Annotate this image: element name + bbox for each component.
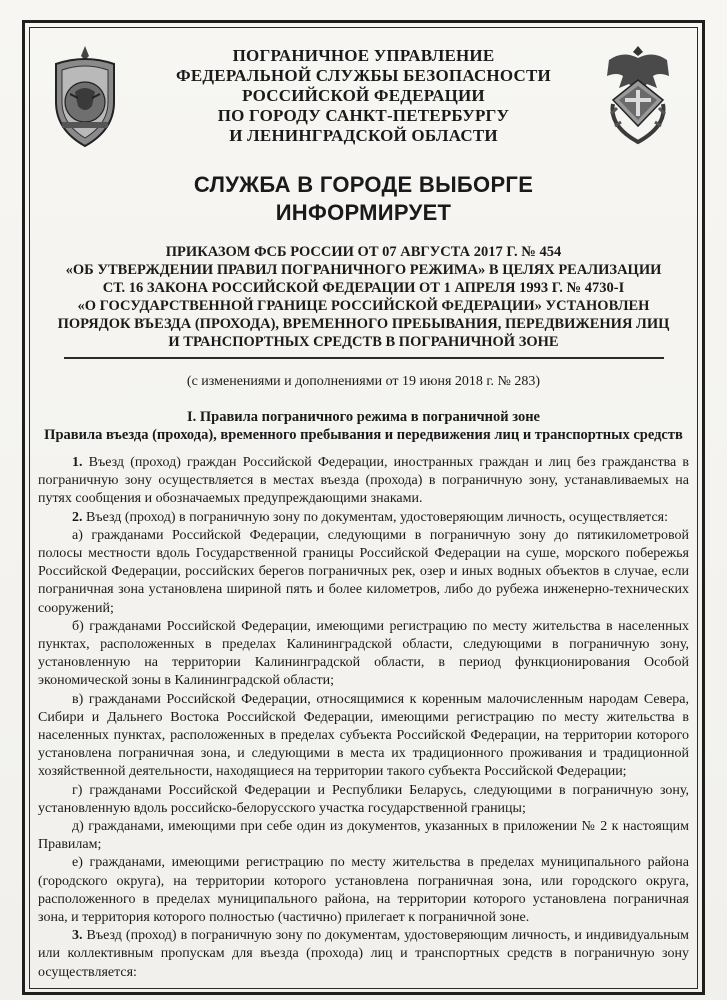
agency-line: РОССИЙСКОЙ ФЕДЕРАЦИИ bbox=[242, 86, 485, 105]
section-heading bbox=[38, 408, 689, 444]
agency-line: ФЕДЕРАЛЬНОЙ СЛУЖБЫ БЕЗОПАСНОСТИ bbox=[176, 66, 551, 85]
agency-line: ПОГРАНИЧНОЕ УПРАВЛЕНИЕ bbox=[232, 46, 495, 65]
agency-line: И ЛЕНИНГРАДСКОЙ ОБЛАСТИ bbox=[229, 126, 498, 145]
paragraph bbox=[38, 454, 689, 509]
divider bbox=[64, 357, 664, 359]
list-item: д) гражданами, имеющими при себе один из документов, указанных в приложении № 2 к настоящим Правилам; bbox=[38, 819, 689, 853]
paragraph-number: 3. bbox=[72, 928, 83, 944]
order-line: «ОБ УТВЕРЖДЕНИИ ПРАВИЛ ПОГРАНИЧНОГО РЕЖИМА» В ЦЕЛЯХ РЕАЛИЗАЦИИ bbox=[65, 262, 662, 278]
amendment-note: (с изменениями и дополнениями от 19 июня 2018 г. № 283) bbox=[186, 374, 541, 389]
header bbox=[38, 38, 689, 163]
paragraph-number: 2. bbox=[72, 509, 83, 525]
service-title bbox=[38, 171, 689, 227]
order-line: «О ГОСУДАРСТВЕННОЙ ГРАНИЦЕ РОССИЙСКОЙ ФЕДЕРАЦИИ» УСТАНОВЛЕН bbox=[77, 298, 650, 314]
section-subtitle: Правила въезда (прохода), временного пребывания и передвижения лиц и транспортных средств bbox=[44, 427, 683, 443]
service-title-line: СЛУЖБА В ГОРОДЕ ВЫБОРГЕ bbox=[193, 172, 534, 197]
paragraph-number: 1. bbox=[72, 455, 83, 470]
order-line: СТ. 16 ЗАКОНА РОССИЙСКОЙ ФЕДЕРАЦИИ ОТ 1 АПРЕЛЯ 1993 Г. № 4730-I bbox=[102, 280, 625, 296]
list-item: б) гражданами Российской Федерации, имеющими регистрацию по месту жительства в населенных пунктах, расположенных в пределах Калининградской области, следующими в пограничную зону, установленную на территории Калининградской области, в период функционирования Особой экономической зоны в Калининградской области; bbox=[38, 618, 689, 689]
service-title-line: ИНФОРМИРУЕТ bbox=[275, 200, 452, 225]
fsb-border-service-shield-icon bbox=[48, 44, 122, 150]
order-line: ПОРЯДОК ВЪЕЗДА (ПРОХОДА), ВРЕМЕННОГО ПРЕБЫВАНИЯ, ПЕРЕДВИЖЕНИЯ ЛИЦ bbox=[57, 316, 670, 332]
paragraph bbox=[38, 509, 689, 527]
paragraph-text: Въезд (проход) граждан Российской Федерации, иностранных граждан и лиц без гражданства в пограничную зону осуществляется в местах въезда (прохода) в пограничную зону, устанавливаемых на путях сообщения и обозначаемых предупреждающими знаками. bbox=[38, 455, 689, 507]
order-statement bbox=[38, 243, 689, 351]
list-item: в) гражданами Российской Федерации, относящимися к коренным малочисленным народам Севера, Сибири и Дальнего Востока Российской Федерации, имеющими регистрацию по месту жительства в населенных пунктах, расположенных в пределах субъекта Российской Федерации, на территории которого установлена пограничная зона, и следующими в места их традиционного проживания и традиционной хозяйственной деятельности, находящиеся на территории такого субъекта Российской Федерации; bbox=[38, 691, 689, 780]
agency-line: ПО ГОРОДУ САНКТ-ПЕТЕРБУРГУ bbox=[217, 106, 510, 125]
order-line: ПРИКАЗОМ ФСБ РОССИИ ОТ 07 АВГУСТА 2017 Г. № 454 bbox=[165, 244, 562, 260]
double-headed-eagle-cross-emblem-icon bbox=[599, 42, 677, 150]
document-content bbox=[38, 38, 689, 982]
list-item: г) гражданами Российской Федерации и Республики Беларусь, следующими в пограничную зону, установленную вдоль российско-белорусского участка государственной границы; bbox=[38, 782, 689, 816]
paragraph-text: Въезд (проход) в пограничную зону по документам, удостоверяющим личность, осуществляется: bbox=[82, 509, 668, 525]
order-line: И ТРАНСПОРТНЫХ СРЕДСТВ В ПОГРАНИЧНОЙ ЗОНЕ bbox=[168, 334, 559, 350]
paragraph-text: Въезд (проход) в пограничную зону по документам, удостоверяющим личность, и индивидуальным или коллективным пропускам для въезда (прохода) лиц и транспортных средств в пограничную зону осуществляется: bbox=[38, 928, 689, 980]
list-item: а) гражданами Российской Федерации, следующими в пограничную зону до пятикилометровой полосы местности вдоль Государственной границы Российской Федерации на суше, морского побережья Российской Федерации, российских берегов пограничных рек, озер и иных водных объектов в случае, если пограничная зона установлена шириной пять и более километров, либо до рубежа инженерно-технических сооружений; bbox=[38, 527, 689, 616]
paragraph bbox=[38, 927, 689, 982]
section-title: I. Правила пограничного режима в пограничной зоне bbox=[186, 409, 540, 425]
list-item: е) гражданами, имеющими регистрацию по месту жительства в пределах муниципального района (городского округа), на территории которого установлена пограничная зона, или городского округа, расположенного в пределах муниципального района, на территории которого установлена пограничная зона, и территория которого полностью (частично) прилегает к пограничной зоне. bbox=[38, 855, 689, 926]
agency-name bbox=[133, 46, 594, 146]
document-body bbox=[38, 454, 689, 982]
